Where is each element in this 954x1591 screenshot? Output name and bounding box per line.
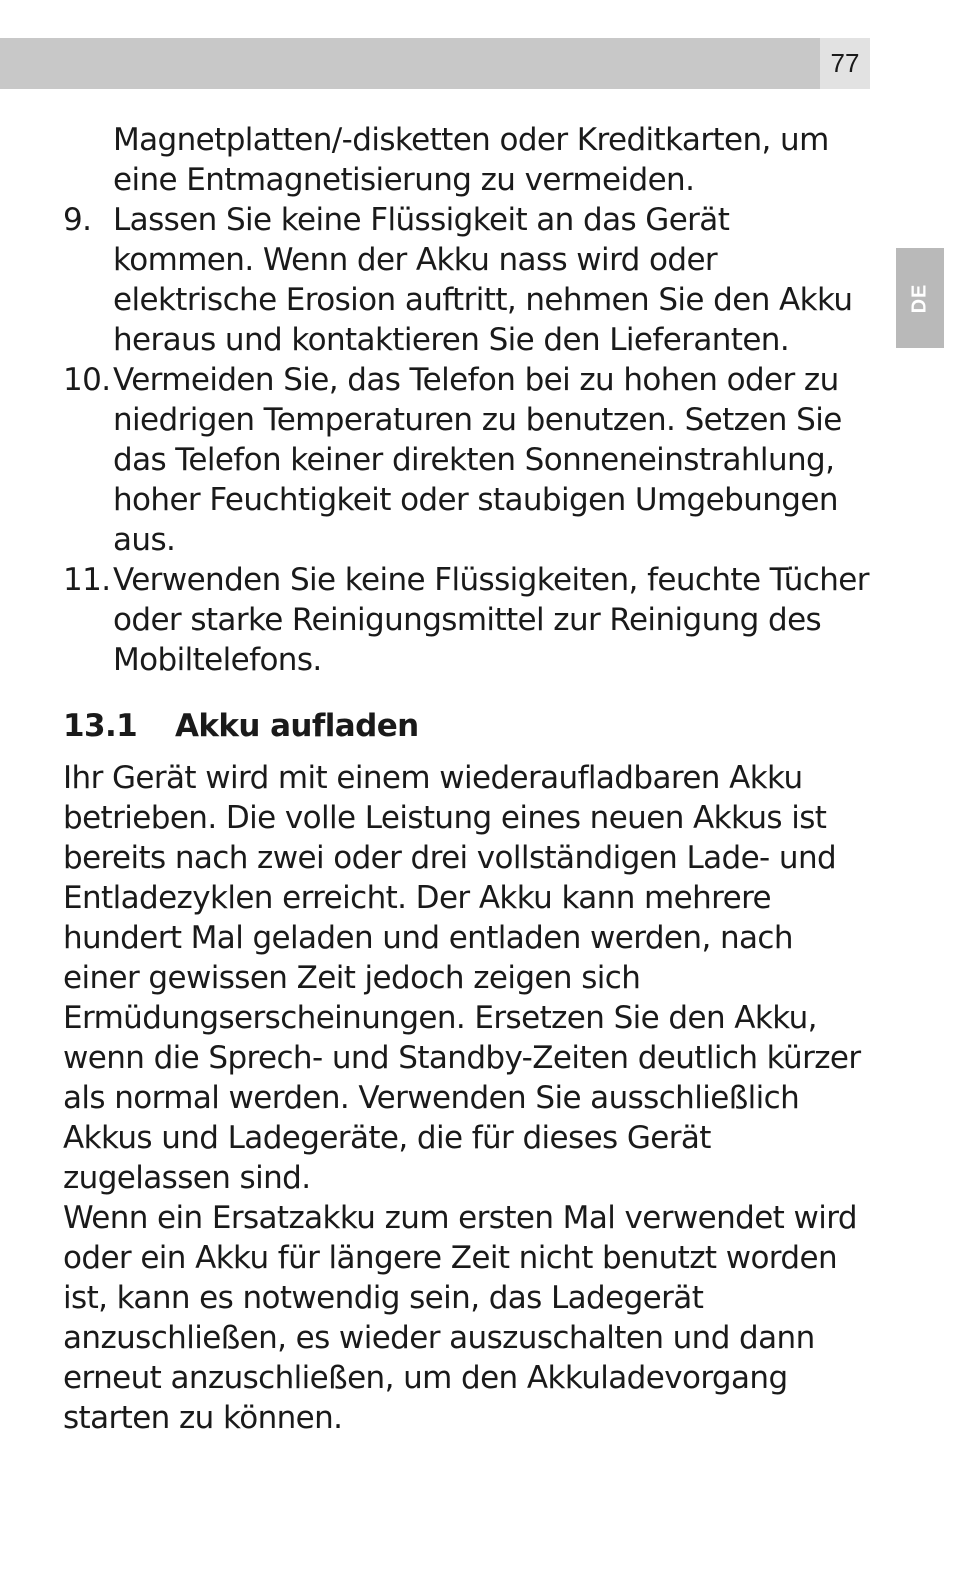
section-title: Akku aufladen xyxy=(175,708,419,744)
body-paragraph: Wenn ein Ersatzakku zum ersten Mal verwendet wird oder ein Akku für längere Zeit nicht benutzt worden ist, kann es notwendig sein, das Ladegerät anzuschließen, es wieder auszuschalten und dann erneut anzuschließen, um den Akkuladevorgang starten zu können. xyxy=(63,1200,857,1436)
list-item-number: 10. xyxy=(63,362,111,398)
list-item-text: Vermeiden Sie, das Telefon bei zu hohen oder zu niedrigen Temperaturen zu benutzen. Setzen Sie das Telefon keiner direkten Sonneneinstrahlung, hoher Feuchtigkeit oder staubigen Umgebungen aus. xyxy=(113,362,842,558)
list-item xyxy=(63,560,878,680)
language-tab xyxy=(896,248,944,348)
page-content xyxy=(63,120,878,1438)
section-heading xyxy=(63,704,878,748)
language-tab-label: DE xyxy=(908,283,931,313)
section-number: 13.1 xyxy=(63,708,138,744)
body-paragraph: Ihr Gerät wird mit einem wiederaufladbaren Akku betrieben. Die volle Leistung eines neuen Akkus ist bereits nach zwei oder drei vollständigen Lade- und Entladezyklen erreicht. Der Akku kann mehrere hundert Mal geladen und entladen werden, nach einer gewissen Zeit jedoch zeigen sich Ermüdungserscheinungen. Ersetzen Sie den Akku, wenn die Sprech- und Standby-Zeiten deutlich kürzer als normal werden. Verwenden Sie ausschließlich Akkus und Ladegeräte, die für dieses Gerät zugelassen sind. xyxy=(63,760,861,1196)
page-number: 77 xyxy=(820,38,870,89)
list-item-text: Verwenden Sie keine Flüssigkeiten, feuchte Tücher oder starke Reinigungsmittel zur Reinigung des Mobiltelefons. xyxy=(113,562,869,678)
list-item xyxy=(63,200,878,360)
list-item-continuation: Magnetplatten/-disketten oder Kreditkarten, um eine Entmagnetisierung zu vermeiden. xyxy=(113,122,829,198)
list-item xyxy=(63,360,878,560)
header-bar xyxy=(0,38,820,89)
list-item-number: 9. xyxy=(63,202,92,238)
list-item-text: Lassen Sie keine Flüssigkeit an das Gerät kommen. Wenn der Akku nass wird oder elektrische Erosion auftritt, nehmen Sie den Akku heraus und kontaktieren Sie den Lieferanten. xyxy=(113,202,853,358)
list-item-number: 11. xyxy=(63,562,111,598)
